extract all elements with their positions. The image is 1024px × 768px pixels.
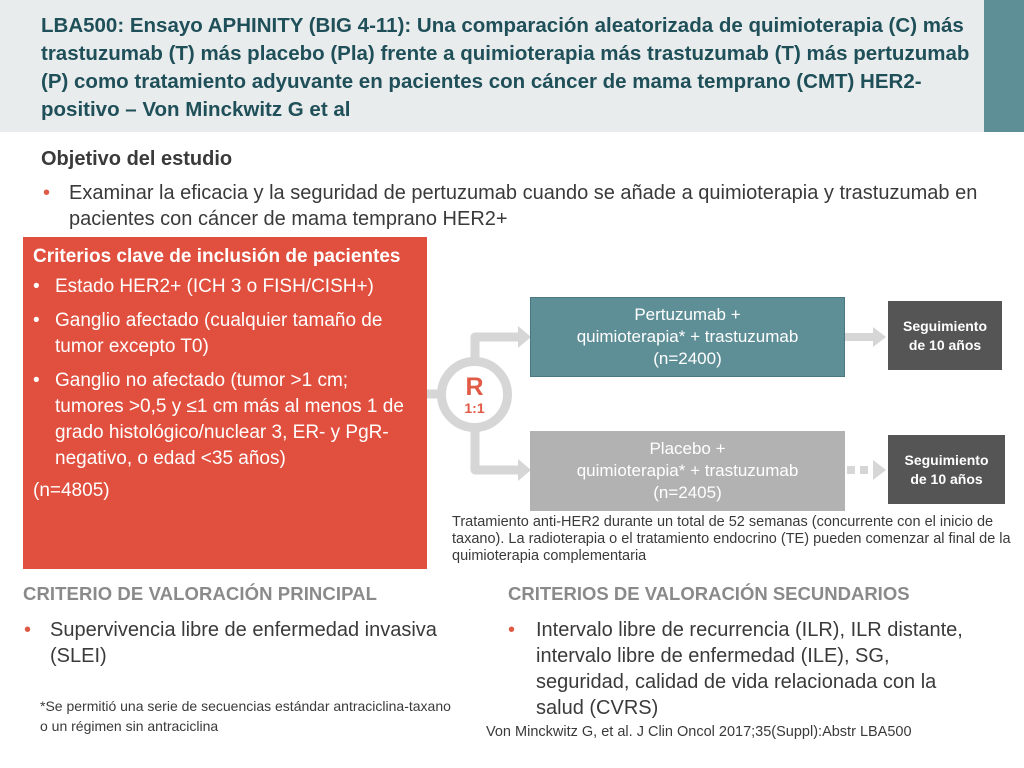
inclusion-item: • Ganglio no afectado (tumor >1 cm; tumores >0,5 y ≤1 cm más al menos 1 de grado histológico/nuclear 3, ER- y PgR-negativo, o edad <35 años)	[33, 370, 404, 469]
inclusion-sample-size: (n=4805)	[33, 480, 110, 501]
arm-n: (n=2405)	[653, 483, 722, 502]
inclusion-item: • Ganglio afectado (cualquier tamaño de tumor excepto T0)	[33, 310, 383, 357]
followup-box-pertuzumab	[888, 301, 1002, 370]
pertuzumab-arm-box	[530, 297, 845, 377]
arm-n: (n=2400)	[653, 349, 722, 368]
treatment-note: Tratamiento anti-HER2 durante un total de 52 semanas (concurrente con el inicio de taxano). La radioterapia o el tratamiento endocrino (TE) pueden comenzar al final de la quimioterapia complementaria	[452, 514, 1011, 564]
secondary-endpoints-text	[508, 617, 988, 721]
followup-line: de 10 años	[908, 336, 982, 353]
primary-endpoint-heading: CRITERIO DE VALORACIÓN PRINCIPAL	[23, 583, 378, 604]
randomization-circle	[437, 357, 512, 432]
footnote: *Se permitió una serie de secuencias estándar antraciclina-taxano o un régimen sin antraciclina	[40, 698, 451, 734]
inclusion-title: Criterios clave de inclusión de pacientes	[33, 246, 401, 267]
randomization-letter: R	[465, 372, 484, 401]
primary-endpoint-text	[24, 617, 494, 669]
followup-line: Seguimiento	[904, 451, 989, 468]
arm-line: quimioterapia* + trastuzumab	[576, 461, 799, 480]
followup-line: de 10 años	[910, 470, 983, 487]
bullet-icon: •	[43, 182, 51, 204]
inclusion-item: • Estado HER2+ (ICH 3 o FISH/CISH+)	[33, 274, 415, 300]
bullet-icon: •	[33, 310, 40, 331]
arrow-head-followup-1	[873, 327, 886, 347]
randomization-ratio: 1:1	[464, 399, 485, 416]
objective-body: Examinar la eficacia y la seguridad de pertuzumab cuando se añade a quimioterapia y trastuzumab en pacientes con cáncer de mama temprano HER2+	[69, 182, 978, 230]
placebo-arm-box	[530, 431, 845, 511]
arm-line: quimioterapia* + trastuzumab	[576, 327, 799, 346]
citation: Von Minckwitz G, et al. J Clin Oncol 2017;35(Suppl):Abstr LBA500	[486, 724, 912, 740]
primary-endpoint-body: Supervivencia libre de enfermedad invasiva (SLEI)	[50, 619, 437, 667]
followup-line: Seguimiento	[902, 317, 987, 334]
secondary-endpoints-heading: CRITERIOS DE VALORACIÓN SECUNDARIOS	[508, 583, 910, 604]
objective-heading: Objetivo del estudio	[41, 148, 233, 170]
arrow-head-followup-2	[873, 460, 886, 480]
bullet-icon: •	[24, 619, 32, 641]
slide-title: LBA500: Ensayo APHINITY (BIG 4-11): Una comparación aleatorizada de quimioterapia (C) más trastuzumab (T) más placebo (Pla) frente a quimioterapia más trastuzumab (T) más pertuzumab (P) como tratamiento adyuvante en pacientes con cáncer de mama temprano (CMT) HER2-positivo – Von Minckwitz G et al	[41, 14, 970, 121]
arm-line: Placebo +	[649, 439, 726, 458]
followup-box-placebo	[888, 435, 1005, 504]
arm-line: Pertuzumab +	[634, 305, 741, 324]
bullet-icon: •	[508, 619, 516, 641]
secondary-endpoints-body: Intervalo libre de recurrencia (ILR), ILR distante, intervalo libre de enfermedad (ILE), SG, seguridad, calidad de vida relacionada con la salud (CVRS)	[536, 619, 963, 719]
bullet-icon: •	[33, 276, 40, 297]
bullet-icon: •	[33, 370, 40, 391]
